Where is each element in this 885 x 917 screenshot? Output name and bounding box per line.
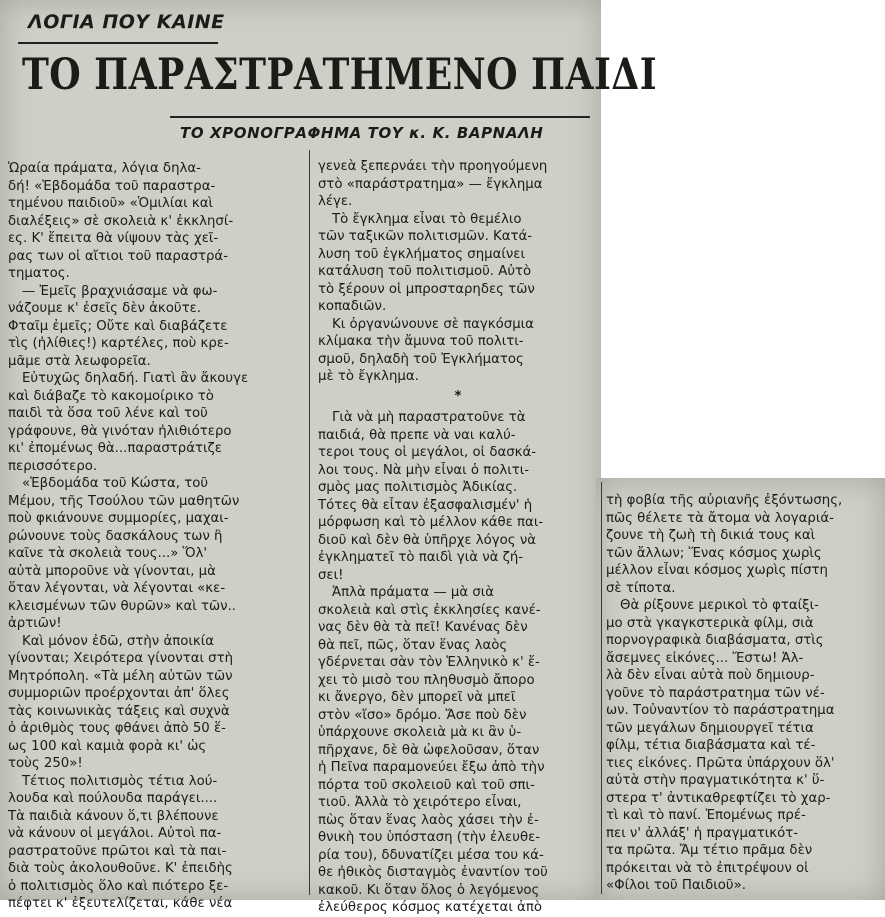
column-kicker: ΛΟΓΙΑ ΠΟΥ ΚΑΙΝΕ [28, 11, 225, 33]
text-line: νὰ κάνουν οἱ μεγάλοι. Αὐτοὶ πα- [8, 826, 222, 841]
text-line: Φταῖμ ἐμεῖς; Οὔτε καὶ διαβάζετε [8, 318, 228, 334]
text-line: τιες εἰκόνες. Πρῶτα ὑπάρχουν ὅλ' [606, 755, 835, 771]
text-line: τηματος. [8, 266, 70, 281]
text-line: τεροι τους οἱ μεγάλοι, οἱ δασκά- [318, 445, 537, 460]
text-line: ποὺ φκιάνουνε συμμορίες, μαχαι- [8, 511, 229, 526]
column-divider [309, 150, 310, 895]
text-line: Τὰ παιδιὰ κάνουν ὅ,τι βλέπουνε [8, 808, 219, 824]
text-line: ἐγκληματεῖ τὸ παιδὶ γιὰ νὰ ζή- [318, 550, 524, 565]
text-line: δή! «Ἑβδομάδα τοῦ παραστρα- [8, 178, 216, 194]
text-line: λοι τους. Νὰ μὴν εἶναι ὁ πολιτι- [318, 462, 530, 478]
text-line: Ὡραία πράματα, λόγια δηλα- [8, 161, 201, 176]
text-line: γδέρνεται σὰν τὸν Ἑλληνικὸ κ' ἔ- [318, 655, 540, 670]
text-line: φίλμ, τέτια διαβάσματα καὶ τέ- [606, 738, 816, 753]
text-line: θνικὴ του ὑπόσταση (τὴν ἐλευθε- [318, 830, 541, 845]
text-line: πόρτα τοῦ σκολειοῦ καὶ τοῦ σπι- [318, 777, 535, 793]
text-line: πέφτει κ' ἐξευτελίζεται, κάθε νέα [8, 896, 233, 911]
text-line: νάζουμε κ' ἐσεῖς δὲν ἀκοῦτε. [8, 301, 202, 316]
text-line: κι ἄνεργο, δὲν μπορεῖ νὰ μπεῖ [318, 690, 516, 705]
text-line: μὲ τὸ ἔγκλημα. [318, 369, 419, 384]
text-line: συμμοριῶν προέρχονται ἀπ' ὅλες [8, 686, 230, 701]
text-line: τῶν ἄλλων; Ἕνας κόσμος χωρὶς [606, 545, 822, 561]
kicker-rule [18, 42, 218, 44]
text-line: Κι ὀργανώνουνε σὲ παγκόσμια [332, 316, 534, 332]
text-line: πὼς ὅταν ἕνας λαὸς χάσει τὴν ἐ- [318, 812, 539, 828]
text-line: διαλέξεις» σὲ σκολειὰ κ' ἐκκλησί- [8, 213, 234, 229]
text-line: μο στὰ γκαγκστερικὰ φίλμ, σιὰ [606, 615, 814, 631]
text-line: πῆρχανε, δὲ θὰ ὠφελοῦσαν, ὅταν [318, 742, 540, 758]
text-line: λυση τοῦ ἐγκλήματος σημαίνει [318, 246, 525, 262]
text-line: γενεὰ ξεπερνάει τὴν προηγούμενη [318, 159, 548, 174]
text-line: σκολειὰ καὶ στὶς ἐκκλησίες κανέ- [318, 602, 541, 618]
text-line: σει! [318, 567, 344, 583]
text-line: ὁ πολιτισμὸς ὅλο καὶ πιότερο ξε- [8, 878, 229, 894]
text-line: πῶς θέλετε τὰ ἄτομα νὰ λογαριά- [606, 510, 834, 526]
section-break-asterisk: * [454, 388, 462, 404]
text-line: ὁ ἀριθμὸς τους φθάνει ἀπὸ 50 ἕ- [8, 721, 226, 736]
text-line: σμὸς μας πολιτισμὸς Ἀδικίας. [318, 480, 518, 495]
text-line: τὸ ξέρουν οἱ μπροσταρηδες τῶν [318, 281, 535, 297]
text-line: διὰ τοὺς ἀκολουθοῦνε. Κ' ἐπειδὴς [8, 861, 233, 876]
text-column-3 [606, 492, 882, 895]
text-line: αὐτὰ μποροῦνε νὰ γίνονται, μὰ [8, 563, 216, 579]
text-line: ἄσεμνες εἰκόνες... Ἔστω! Ἀλ- [606, 650, 804, 666]
text-line: τὰς κοινωνικὰς τάξεις καὶ συχνὰ [8, 703, 230, 719]
text-line: κι' ἐπομένως θὰ...παραστράτιζε [8, 441, 222, 456]
article-headline: ΤΟ ΠΑΡΑΣΤΡΑΤΗΜΕΝΟ ΠΑΙΔΙ [22, 50, 658, 100]
text-line: Μέμου, τῆς Τσούλου τῶν μαθητῶν [8, 493, 240, 509]
text-line: πει ν' ἀλλάξ' ἡ πραγματικότ- [606, 825, 799, 841]
text-line: μόρφωση καὶ τὸ μέλλον κάθε παι- [318, 515, 544, 530]
text-line: διοῦ καὶ δὲν θὰ ὑπῆρχε λόγος νὰ [318, 532, 537, 548]
text-line: γίνονται; Χειρότερα γίνονται στὴ [8, 651, 234, 666]
text-line: — Ἐμεῖς βραχνιάσαμε νὰ φω- [22, 283, 218, 299]
text-line: καὶ διάβαζε τὸ κακομοίρικο τὸ [8, 388, 214, 404]
text-line: στὸν «ἴσο» δρόμο. Ἄσε ποὺ δὲν [318, 707, 527, 723]
text-line: κλίμακα τὴν ἄμυνα τοῦ πολιτι- [318, 334, 524, 349]
text-line: λουδα καὶ πούλουδα παράγει.... [8, 791, 218, 806]
text-line: κακοῦ. Κι ὅταν ὅλος ὁ λεγόμενος [318, 882, 540, 898]
text-line: παιδὶ τὰ ὅσα τοῦ λένε καὶ τοῦ [8, 406, 208, 421]
text-line: σμοῦ, δηλαδὴ τοῦ Ἐγκλήματος [318, 351, 524, 367]
text-line: παιδιά, θὰ πρεπε νὰ ναι καλύ- [318, 427, 516, 443]
text-line: σὲ τίποτα. [606, 580, 676, 596]
text-line: τα πρῶτα. Ἄμ τέτιο πρᾶμα δὲν [606, 843, 813, 858]
text-line: ἡ Πεῖνα παραμονεύει ἔξω ἀπὸ τὴν [318, 760, 545, 775]
text-line: ρας των οἱ αἴτιοι τοῦ παραστρά- [8, 248, 228, 264]
text-line: ὑπάρχουνε σκολειὰ μὰ κι ἂν ὑ- [318, 725, 522, 740]
text-line: ων. Τοὐναντίον τὸ παράστρατημα [606, 703, 835, 718]
text-line: Τότες θὰ εἶταν ἐξασφαλισμέν' ἡ [318, 497, 533, 513]
text-line: πρόκειται νὰ τὸ ἐπιτρέψουν οἱ [606, 860, 809, 876]
text-line: Γιὰ νὰ μὴ παραστρατοῦνε τὰ [332, 410, 526, 425]
text-line: ρία του), δδυνατίζει μέσα του κά- [318, 847, 544, 863]
text-line: λέγε. [318, 194, 353, 209]
text-line: μᾶμε στὰ λεωφορεῖα. [8, 353, 151, 369]
text-line: γοῦνε τὸ παράστρατημα τῶν νέ- [606, 685, 825, 701]
text-line: τῶν ταξικῶν πολιτισμῶν. Κατά- [318, 229, 533, 244]
text-line: κλεισμένων τῶν θυρῶν» καὶ τῶν.. [8, 598, 237, 614]
text-line: τημένου παιδιοῦ» «Ὁμιλίαι καὶ [8, 196, 213, 211]
text-line: ες. Κ' ἔπειτα θὰ νίψουν τὰς χεῖ- [8, 231, 219, 246]
article-byline: ΤΟ ΧΡΟΝΟΓΡΑΦΗΜΑ ΤΟΥ κ. Κ. ΒΑΡΝΑΛΗ [180, 124, 544, 142]
text-column-1 [8, 160, 304, 913]
text-line: χει τὸ μισὸ του πληθυσμὸ ἄπορο [318, 672, 535, 688]
text-line: Καὶ μόνον ἐδῶ, στὴν ἀποικία [22, 633, 214, 649]
text-line: Ἁπλὰ πράματα — μὰ σιὰ [332, 585, 495, 600]
text-line: περισσότερο. [8, 458, 98, 474]
text-line: Τὸ ἔγκλημα εἶναι τὸ θεμέλιο [332, 211, 522, 227]
text-line: τιοῦ. Ἀλλὰ τὸ χειρότερο εἶναι, [318, 795, 522, 810]
text-line: μέλλον εἶναι κόσμος χωρὶς πίστη [606, 563, 828, 578]
text-column-2 [318, 158, 598, 917]
text-line: ὅταν λέγονται, νὰ λέγονται «κε- [8, 581, 226, 596]
text-line: γράφουνε, θὰ γινόταν ἠλιθιότερο [8, 423, 232, 439]
text-line: ζουνε τὴ ζωὴ τὴ δικιά τους καὶ [606, 528, 816, 543]
text-line: θὰ πεῖ, πῶς, ὅταν ἕνας λαὸς [318, 637, 508, 653]
text-line: κατάλυση τοῦ πολιτισμοῦ. Αὐτὸ [318, 264, 532, 279]
text-line: «Φίλοι τοῦ Παιδιοῦ». [606, 878, 746, 893]
text-line: ἐλεύθερος κόσμος κατέχεται ἀπὸ [318, 900, 542, 915]
text-line: κοπαδιῶν. [318, 299, 387, 314]
column-divider [601, 482, 602, 894]
text-line: πορνογραφικὰ διαβάσματα, στὶς [606, 633, 824, 648]
text-line: λὰ δὲν εἶναι αὐτὰ ποὺ δημιουρ- [606, 668, 815, 683]
text-line: Τέτιος πολιτισμὸς τέτια λού- [22, 773, 218, 789]
text-line: ρώνουνε τοὺς δασκάλους των ἢ [8, 528, 223, 544]
text-line: αὐτὰ στὴν πραγματικότητα κ' ὕ- [606, 773, 825, 788]
text-line: στερα τ' ἀντικαθρεφτίζει τὸ χαρ- [606, 790, 831, 806]
text-line: τὴ φοβία τῆς αὐριανῆς ἐξόντωσης, [606, 493, 843, 508]
text-line: τοὺς 250»! [8, 756, 83, 771]
text-line: Εὐτυχῶς δηλαδή. Γιατὶ ἂν ἄκουγε [22, 371, 249, 386]
text-line: ἀρτιῶν! [8, 616, 62, 631]
byline-rule [170, 116, 590, 118]
text-line: τὶς (ἠλίθιες!) καρτέλες, ποὺ κρε- [8, 336, 229, 351]
text-line: Θὰ ρίξουνε μερικοὶ τὸ φταίξι- [620, 598, 819, 613]
text-line: τῶν μεγάλων δημιουργεῖ τέτια [606, 720, 814, 736]
text-line: «Ἑβδομάδα τοῦ Κώστα, τοῦ [22, 476, 209, 491]
text-line: θε ἠθικὸς δισταγμὸς ἐναντίον τοῦ [318, 865, 548, 880]
text-line: Μητρόπολη. «Τὰ μέλη αὐτῶν τῶν [8, 668, 233, 684]
text-line: νας δὲν θὰ τὰ πεῖ! Κανένας δὲν [318, 620, 528, 635]
text-line: ραστρατοῦνε πρῶτοι καὶ τὰ παι- [8, 843, 227, 859]
text-line: ως 100 καὶ καμιὰ φορὰ κι' ὡς [8, 738, 207, 754]
text-line: τὶ καὶ τὸ πανί. Ἐπομένως πρέ- [606, 808, 806, 823]
text-line: καῖνε τὰ σκολειὰ τους...» Ὅλ' [8, 546, 207, 561]
text-line: στὸ «παράστρατημα» — ἔγκλημα [318, 176, 543, 192]
